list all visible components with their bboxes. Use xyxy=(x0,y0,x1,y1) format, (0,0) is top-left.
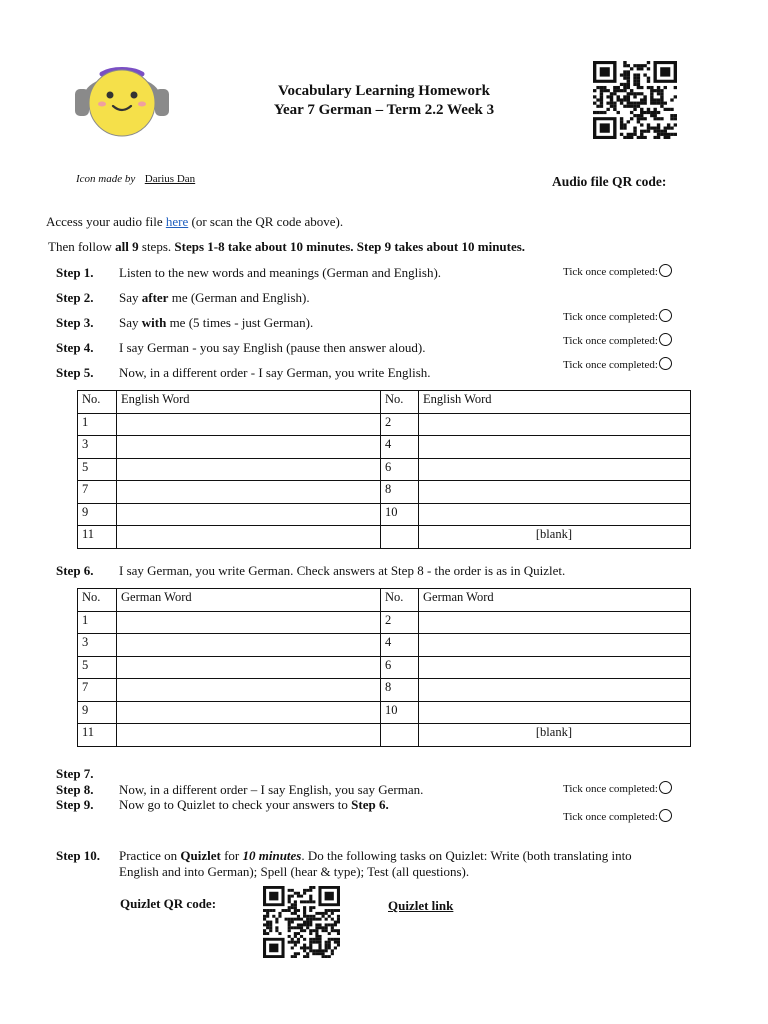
cell-no: 1 xyxy=(78,413,117,436)
step-7 xyxy=(56,766,256,782)
table-row xyxy=(78,656,691,679)
cell-no: 5 xyxy=(78,458,117,481)
table-row xyxy=(78,611,691,634)
answer-cell[interactable] xyxy=(117,436,381,459)
step-8 xyxy=(56,782,556,798)
quizlet-qr-label: Quizlet QR code: xyxy=(120,896,217,911)
cell-no: 8 xyxy=(381,481,419,504)
header-no: No. xyxy=(78,589,117,612)
title-line-1: Vocabulary Learning Homework xyxy=(278,83,490,99)
access-suffix: (or scan the QR code above). xyxy=(191,214,344,229)
header-german-word: German Word xyxy=(419,589,691,612)
tick-row-1 xyxy=(563,264,672,278)
german-word-table xyxy=(77,588,691,747)
step-3-text xyxy=(119,315,313,331)
answer-cell[interactable] xyxy=(117,724,381,747)
step-8-label: Step 8. xyxy=(56,782,94,797)
step-10-pre: Practice on xyxy=(119,848,178,863)
circle-checkbox-icon[interactable] xyxy=(659,357,672,370)
circle-checkbox-icon[interactable] xyxy=(659,809,672,822)
step-4-text: I say German - you say English (pause then answer aloud). xyxy=(119,340,426,355)
table-row xyxy=(78,724,691,747)
step-5 xyxy=(56,365,556,381)
cell-no: 4 xyxy=(381,634,419,657)
table-row xyxy=(78,701,691,724)
circle-checkbox-icon[interactable] xyxy=(659,781,672,794)
step-3-pre: Say xyxy=(119,315,139,330)
answer-cell[interactable] xyxy=(117,679,381,702)
follow-line xyxy=(48,239,525,255)
access-prefix: Access your audio file xyxy=(46,214,163,229)
step-9-text xyxy=(119,797,389,813)
audio-qr-label: Audio file QR code: xyxy=(552,174,667,189)
answer-cell[interactable] xyxy=(117,413,381,436)
table-row xyxy=(78,458,691,481)
cell-no: 2 xyxy=(381,413,419,436)
cell-no: 5 xyxy=(78,656,117,679)
tick-row-5 xyxy=(563,357,672,371)
cell-no: 6 xyxy=(381,458,419,481)
cell-no: 10 xyxy=(381,503,419,526)
cell-no: 3 xyxy=(78,436,117,459)
step-3-post: me (5 times - just German). xyxy=(169,315,314,330)
answer-cell[interactable] xyxy=(419,656,691,679)
audio-qr-code[interactable] xyxy=(593,61,677,139)
cell-no: 10 xyxy=(381,701,419,724)
table-header-row xyxy=(78,589,691,612)
step-5-label: Step 5. xyxy=(56,365,94,380)
table-header-row xyxy=(78,391,691,414)
cell-no: 3 xyxy=(78,634,117,657)
cell-no: 7 xyxy=(78,679,117,702)
cell-no: 6 xyxy=(381,656,419,679)
tick-label: Tick once completed: xyxy=(563,335,658,347)
tick-label: Tick once completed: xyxy=(563,811,658,823)
circle-checkbox-icon[interactable] xyxy=(659,333,672,346)
answer-cell[interactable] xyxy=(419,503,691,526)
english-word-table xyxy=(77,390,691,549)
step-2-label: Step 2. xyxy=(56,290,94,305)
step-9 xyxy=(56,797,556,813)
step-10-label: Step 10. xyxy=(56,848,101,863)
cell-no xyxy=(381,724,419,747)
cell-no: 1 xyxy=(78,611,117,634)
follow-bold-1: all 9 xyxy=(115,239,139,254)
table-row xyxy=(78,526,691,549)
answer-cell[interactable] xyxy=(419,634,691,657)
answer-cell[interactable] xyxy=(419,436,691,459)
answer-cell[interactable] xyxy=(117,611,381,634)
step-10-bold-2: 10 minutes xyxy=(242,848,302,863)
step-6-label: Step 6. xyxy=(56,563,94,578)
step-1-label: Step 1. xyxy=(56,265,94,280)
circle-checkbox-icon[interactable] xyxy=(659,309,672,322)
credit-author-link[interactable]: Darius Dan xyxy=(144,173,196,185)
answer-cell[interactable] xyxy=(117,634,381,657)
cell-no: 9 xyxy=(78,503,117,526)
answer-cell[interactable] xyxy=(419,481,691,504)
step-4-label: Step 4. xyxy=(56,340,94,355)
step-6-text: I say German, you write German. Check answers at Step 8 - the order is as in Quizlet. xyxy=(119,563,566,578)
step-9-label: Step 9. xyxy=(56,797,94,812)
quizlet-qr-code[interactable] xyxy=(263,886,340,958)
tick-row-4 xyxy=(563,333,672,347)
step-4 xyxy=(56,340,556,356)
icon-credit xyxy=(76,173,195,185)
quizlet-link[interactable]: Quizlet link xyxy=(388,898,454,913)
table-row xyxy=(78,634,691,657)
tick-row-3 xyxy=(563,309,672,323)
tick-row-9 xyxy=(563,809,672,823)
header-english-word: English Word xyxy=(117,391,381,414)
step-10-post: . Do the following tasks on Quizlet: Write (both translating into xyxy=(301,848,632,863)
cell-no: 11 xyxy=(78,526,117,549)
blank-cell: [blank] xyxy=(419,526,691,549)
step-2 xyxy=(56,290,556,306)
answer-cell[interactable] xyxy=(117,481,381,504)
answer-cell[interactable] xyxy=(117,503,381,526)
step-7-label: Step 7. xyxy=(56,766,94,781)
step-2-post: me (German and English). xyxy=(171,290,310,305)
header-english-word: English Word xyxy=(419,391,691,414)
blank-cell: [blank] xyxy=(419,724,691,747)
follow-bold-2: Steps 1-8 take about 10 minutes. Step 9 takes about 10 minutes. xyxy=(174,239,526,254)
header-no: No. xyxy=(381,589,419,612)
header-german-word: German Word xyxy=(117,589,381,612)
table-row xyxy=(78,481,691,504)
header-no: No. xyxy=(381,391,419,414)
answer-cell[interactable] xyxy=(419,679,691,702)
step-3 xyxy=(56,315,556,331)
answer-cell[interactable] xyxy=(419,701,691,724)
qr-code-icon xyxy=(593,61,677,139)
step-5-text: Now, in a different order - I say German, you write English. xyxy=(119,365,431,380)
cell-no xyxy=(381,526,419,549)
tick-label: Tick once completed: xyxy=(563,266,658,278)
access-line xyxy=(46,214,343,230)
table-row xyxy=(78,436,691,459)
cell-no: 7 xyxy=(78,481,117,504)
step-3-label: Step 3. xyxy=(56,315,94,330)
step-2-pre: Say xyxy=(119,290,139,305)
step-10-line-2: English and into German); Spell (hear & type); Test (all questions). xyxy=(119,864,470,879)
circle-checkbox-icon[interactable] xyxy=(659,264,672,277)
step-9-bold: Step 6. xyxy=(351,797,389,812)
answer-cell[interactable] xyxy=(117,656,381,679)
audio-file-link[interactable]: here xyxy=(165,214,189,229)
answer-cell[interactable] xyxy=(117,458,381,481)
credit-prefix: Icon made by xyxy=(76,173,136,185)
header-no: No. xyxy=(78,391,117,414)
step-1 xyxy=(56,265,556,281)
answer-cell[interactable] xyxy=(419,413,691,436)
tick-row-8 xyxy=(563,781,672,795)
step-10-bold-1: Quizlet xyxy=(180,848,221,863)
cell-no: 8 xyxy=(381,679,419,702)
step-8-text: Now, in a different order – I say English, you say German. xyxy=(119,782,424,797)
answer-cell[interactable] xyxy=(117,701,381,724)
step-1-text: Listen to the new words and meanings (German and English). xyxy=(119,265,442,280)
answer-cell[interactable] xyxy=(117,526,381,549)
step-10-text xyxy=(119,848,632,864)
title-line-2: Year 7 German – Term 2.2 Week 3 xyxy=(273,102,495,118)
answer-cell[interactable] xyxy=(419,458,691,481)
tick-label: Tick once completed: xyxy=(563,783,658,795)
qr-code-icon xyxy=(263,886,340,958)
tick-label: Tick once completed: xyxy=(563,359,658,371)
follow-mid: steps. xyxy=(141,239,172,254)
answer-cell[interactable] xyxy=(419,611,691,634)
table-row xyxy=(78,679,691,702)
step-10 xyxy=(56,848,716,882)
step-2-text xyxy=(119,290,310,306)
cell-no: 9 xyxy=(78,701,117,724)
step-3-bold: with xyxy=(141,315,167,330)
cell-no: 2 xyxy=(381,611,419,634)
table-row xyxy=(78,503,691,526)
step-6 xyxy=(56,563,676,579)
cell-no: 4 xyxy=(381,436,419,459)
cell-no: 11 xyxy=(78,724,117,747)
step-10-mid: for xyxy=(224,848,240,863)
table-row xyxy=(78,413,691,436)
tick-label: Tick once completed: xyxy=(563,311,658,323)
step-2-bold: after xyxy=(141,290,169,305)
follow-prefix: Then follow xyxy=(48,239,112,254)
step-9-pre: Now go to Quizlet to check your answers to xyxy=(119,797,348,812)
